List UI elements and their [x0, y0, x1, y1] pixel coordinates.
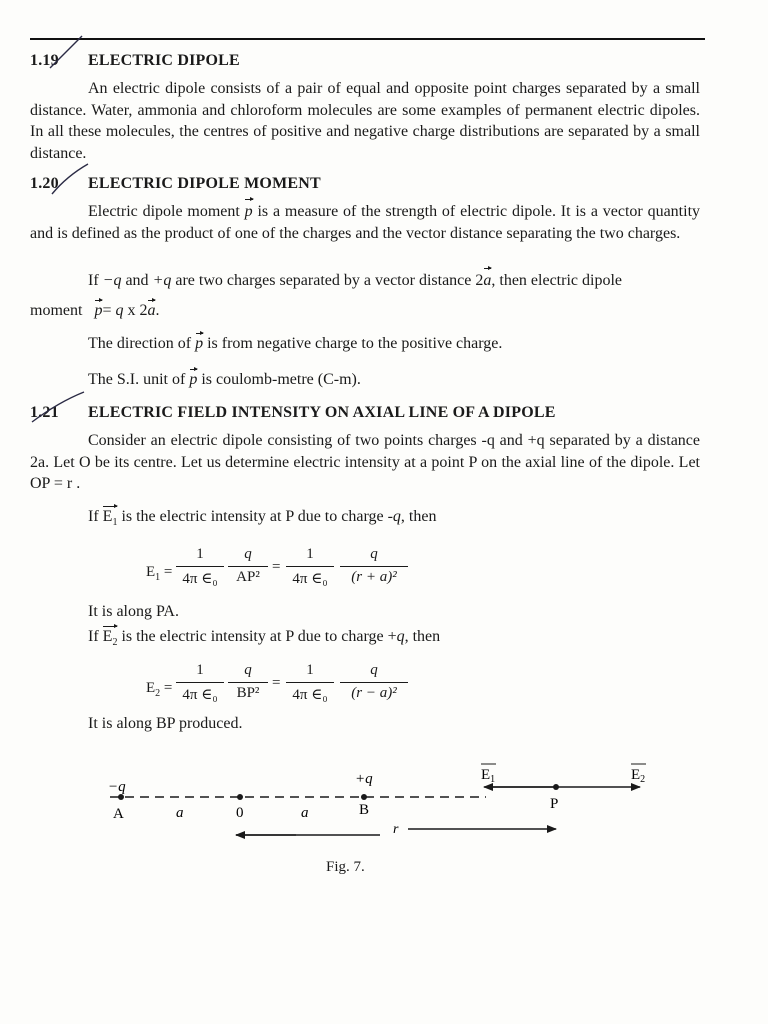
section-title: ELECTRIC DIPOLE — [88, 52, 240, 69]
subscript: 2 — [112, 637, 118, 649]
text-run: , then — [404, 628, 441, 645]
denominator: (r + a)² — [351, 569, 397, 585]
charge-b-dot — [361, 794, 367, 800]
fraction — [340, 546, 408, 586]
neg-charge-label: −q — [108, 779, 126, 795]
equation-lhs: $E_1$ = — [146, 564, 173, 583]
paragraph-axial-line — [30, 430, 700, 495]
vector-a-symbol: a — [483, 270, 491, 292]
section-title: ELECTRIC DIPOLE MOMENT — [88, 175, 321, 192]
distance-r-label: r — [393, 822, 399, 837]
text-run: Electric dipole moment — [88, 203, 240, 220]
numerator: 1 — [306, 662, 314, 678]
e2-intro-line — [88, 628, 440, 648]
subscript: 2 — [640, 774, 646, 785]
text-run: is a measure of the strength of electric dipole. It is a vector quantity and is defined as the product of one of the charges and the vector distance separating the two charges. — [30, 203, 701, 242]
pen-mark-icon — [24, 390, 114, 430]
charge-symbol: −q — [102, 272, 122, 289]
text-run: moment — [30, 302, 83, 319]
equals-sign: = — [102, 302, 116, 319]
e-letter: E — [102, 508, 113, 525]
denominator: (r − a)² — [351, 685, 397, 701]
charge-symbol: q — [396, 628, 405, 645]
text-run: are two charges separated by a vector distance 2 — [175, 272, 484, 289]
charge-symbol: q — [392, 508, 401, 525]
along-pa-line: It is along PA. — [88, 603, 179, 620]
dipole-moment-formula — [30, 302, 159, 320]
distance-a-label-right: a — [301, 805, 309, 821]
fraction — [286, 546, 334, 588]
fraction — [176, 662, 224, 704]
fraction — [340, 662, 408, 702]
fraction — [228, 662, 268, 702]
paragraph-charges-separation — [30, 270, 700, 292]
dipole-direction-line — [88, 335, 502, 353]
section-title: ELECTRIC FIELD INTENSITY ON AXIAL LINE OF A DIPOLE — [88, 404, 556, 421]
e-letter: E — [631, 767, 641, 783]
denominator: AP² — [236, 569, 260, 585]
text-run: x 2 — [123, 302, 148, 319]
fraction — [176, 546, 224, 588]
text-run: If — [88, 508, 99, 525]
text-run: is from negative charge to the positive charge. — [207, 335, 503, 352]
text-run: , then — [400, 508, 437, 525]
paragraph-dipole-moment-definition — [30, 201, 700, 244]
text-run: , then electric dipole — [491, 272, 622, 289]
pen-mark-icon — [30, 34, 110, 74]
paragraph-text: Consider an electric dipole consisting of two points charges -q and +q separated by a distance 2a. Let O be its centre. Let us determine electric intensity at a point P on the axial line of the dipole. Let OP = r . — [30, 432, 700, 492]
equals-sign: = — [272, 559, 281, 575]
point-p-label: P — [550, 796, 559, 812]
subscript: 2 — [155, 688, 161, 699]
denominator: BP² — [236, 685, 260, 701]
vector-p-symbol: p — [189, 371, 198, 388]
vector-e2-symbol — [103, 628, 118, 648]
e1-intro-line — [88, 508, 436, 528]
paragraph-electric-dipole — [30, 78, 700, 164]
numerator: q — [370, 662, 378, 678]
e2-label — [631, 767, 645, 785]
numerator: 1 — [306, 546, 314, 562]
charge-symbol: q — [115, 302, 124, 319]
e-letter: E — [146, 564, 156, 580]
section-number: 1.19 — [30, 52, 59, 69]
text-run: . — [155, 302, 160, 319]
e-letter: E — [102, 628, 113, 645]
text-run: The S.I. unit of — [88, 371, 186, 388]
si-unit-line — [88, 371, 361, 389]
denominator: 4π ∈₀ — [292, 571, 328, 587]
top-rule — [30, 38, 705, 40]
point-p-dot — [553, 784, 559, 790]
denominator: 4π ∈₀ — [292, 687, 328, 703]
dipole-figure — [0, 755, 768, 865]
subscript: 1 — [490, 774, 496, 785]
charge-symbol: +q — [152, 272, 172, 289]
e-letter: E — [481, 767, 491, 783]
text-run: The direction of — [88, 335, 192, 352]
equals-sign: = — [272, 675, 281, 691]
numerator: q — [370, 546, 378, 562]
fraction — [286, 662, 334, 704]
section-number: 1.20 — [30, 175, 59, 192]
subscript: 1 — [112, 517, 118, 529]
point-b-label: B — [359, 802, 370, 818]
point-o-label: 0 — [236, 805, 244, 821]
center-o-dot — [237, 794, 243, 800]
text-run: If — [88, 272, 99, 289]
e-letter: E — [146, 680, 156, 696]
denominator: 4π ∈₀ — [182, 687, 218, 703]
fraction — [228, 546, 268, 586]
pen-mark-icon — [30, 160, 110, 200]
vector-a-symbol: a — [147, 302, 156, 319]
figure-caption: Fig. 7. — [326, 859, 365, 875]
point-a-label: A — [113, 806, 124, 822]
vector-p-symbol: p — [94, 302, 103, 319]
vector-e1-symbol — [103, 508, 118, 528]
denominator: 4π ∈₀ — [182, 571, 218, 587]
text-run: is the electric intensity at P due to charge + — [121, 628, 397, 645]
paragraph-text: An electric dipole consists of a pair of equal and opposite point charges separated by a small distance. Water, ammonia and chloroform molecules are some examples of permanent electric dipoles. In all these molecules, the centres of positive and negative charge distributions are separated by a small distance. — [30, 80, 700, 162]
text-run: is coulomb-metre (C-m). — [201, 371, 361, 388]
text-run: If — [88, 628, 99, 645]
section-number: 1.21 — [30, 404, 59, 421]
text-run: is the electric intensity at P due to charge - — [121, 508, 393, 525]
along-bp-line: It is along BP produced. — [88, 715, 243, 732]
e1-label — [481, 767, 495, 785]
distance-a-label-left: a — [176, 805, 184, 821]
vector-p-symbol: p — [195, 335, 204, 352]
pos-charge-label: +q — [355, 771, 373, 787]
numerator: 1 — [196, 546, 204, 562]
numerator: 1 — [196, 662, 204, 678]
vector-p-symbol: p — [245, 201, 253, 223]
subscript: 1 — [155, 572, 161, 583]
numerator: q — [244, 662, 252, 678]
equation-lhs: $E_2$ = — [146, 680, 173, 699]
text-run: and — [125, 272, 149, 289]
numerator: q — [244, 546, 252, 562]
